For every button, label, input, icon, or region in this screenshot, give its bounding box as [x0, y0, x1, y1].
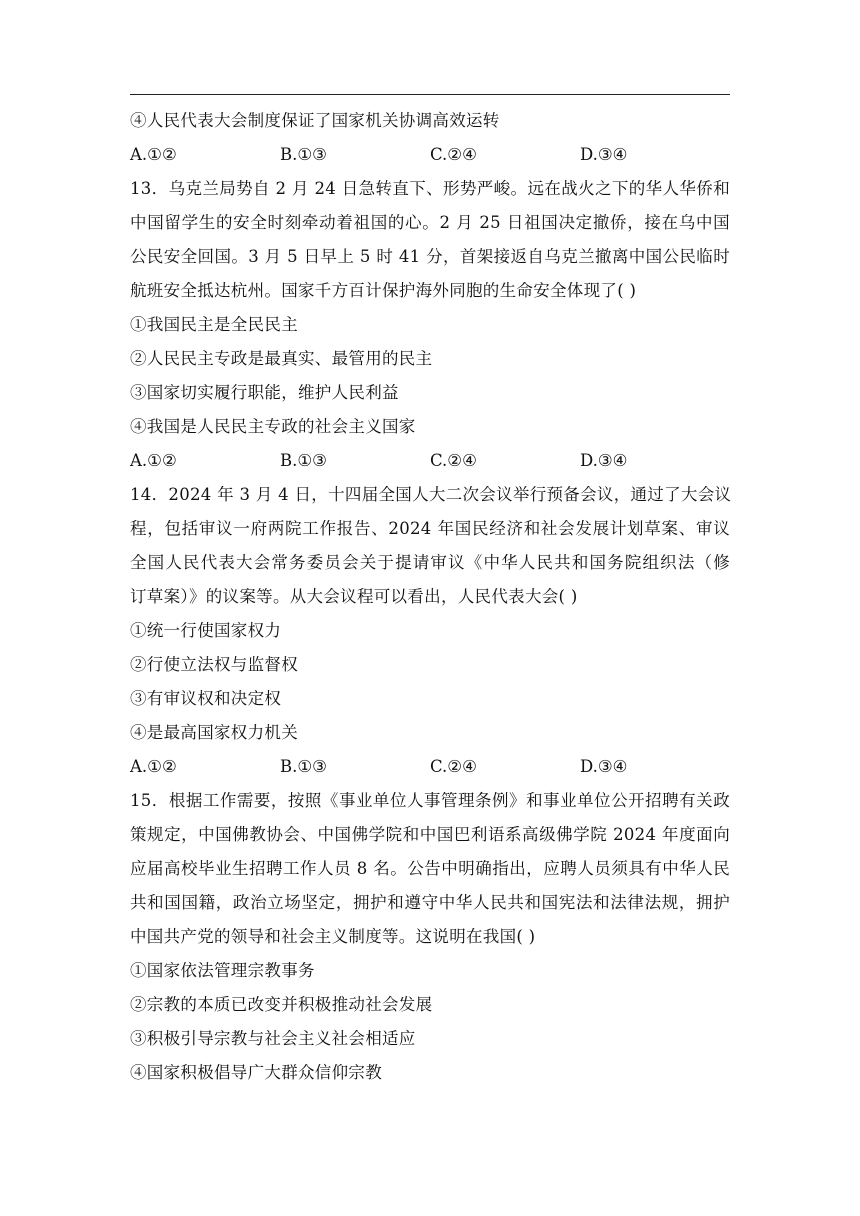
stem-line: 13．乌克兰局势自 2 月 24 日急转直下、形势严峻。远在战火之下的华人华侨和	[130, 179, 730, 198]
option-c[interactable]: C.②④	[430, 451, 477, 470]
option-b[interactable]: B.①③	[280, 757, 327, 776]
stem-line: 全国人民代表大会常务委员会关于提请审议《中华人民共和国务院组织法（修	[130, 553, 730, 572]
statement: ①国家依法管理宗教事务	[130, 961, 315, 980]
stem-line: 公民安全回国。3 月 5 日早上 5 时 41 分，首架接返自乌克兰撤离中国公民临时	[130, 247, 730, 266]
statement: ①统一行使国家权力	[130, 621, 282, 640]
option-b[interactable]: B.①③	[280, 145, 327, 164]
statement: ③积极引导宗教与社会主义社会相适应	[130, 1029, 416, 1048]
stem-line: 中国共产党的领导和社会主义制度等。这说明在我国( )	[130, 927, 536, 946]
statement: ①我国民主是全民民主	[130, 315, 298, 334]
statement: ②人民民主专政是最真实、最管用的民主	[130, 349, 433, 368]
header-rule	[130, 94, 730, 95]
statement: ②行使立法权与监督权	[130, 655, 298, 674]
exam-page	[130, 104, 730, 1090]
statement: ②宗教的本质已改变并积极推动社会发展	[130, 995, 433, 1014]
statement: ④国家积极倡导广大群众信仰宗教	[130, 1063, 382, 1082]
statement: ③国家切实履行职能，维护人民利益	[130, 383, 399, 402]
question-15-stem	[130, 784, 730, 954]
stem-line: 策规定，中国佛教协会、中国佛学院和中国巴利语系高级佛学院 2024 年度面向	[130, 825, 730, 844]
stem-line: 程，包括审议一府两院工作报告、2024 年国民经济和社会发展计划草案、审议	[130, 519, 730, 538]
statement: ④我国是人民民主专政的社会主义国家	[130, 417, 416, 436]
statement: ④人民代表大会制度保证了国家机关协调高效运转	[130, 111, 500, 130]
answer-options	[130, 444, 730, 478]
question-13-stem	[130, 172, 730, 308]
option-d[interactable]: D.③④	[580, 451, 628, 470]
stem-line: 应届高校毕业生招聘工作人员 8 名。公告中明确指出，应聘人员须具有中华人民	[130, 859, 730, 878]
option-a[interactable]: A.①②	[130, 145, 177, 164]
option-b[interactable]: B.①③	[280, 451, 327, 470]
stem-line: 共和国国籍，政治立场坚定，拥护和遵守中华人民共和国宪法和法律法规，拥护	[130, 893, 730, 912]
option-a[interactable]: A.①②	[130, 451, 177, 470]
stem-line: 15．根据工作需要，按照《事业单位人事管理条例》和事业单位公开招聘有关政	[130, 791, 730, 810]
statement: ③有审议权和决定权	[130, 689, 282, 708]
stem-line: 中国留学生的安全时刻牵动着祖国的心。2 月 25 日祖国决定撤侨，接在乌中国	[130, 213, 730, 232]
option-c[interactable]: C.②④	[430, 757, 477, 776]
option-d[interactable]: D.③④	[580, 145, 628, 164]
question-14-stem	[130, 478, 730, 614]
answer-options	[130, 750, 730, 784]
stem-line: 航班安全抵达杭州。国家千方百计保护海外同胞的生命安全体现了( )	[130, 281, 637, 300]
option-d[interactable]: D.③④	[580, 757, 628, 776]
option-a[interactable]: A.①②	[130, 757, 177, 776]
stem-line: 订草案）》的议案等。从大会议程可以看出，人民代表大会( )	[130, 587, 578, 606]
option-c[interactable]: C.②④	[430, 145, 477, 164]
stem-line: 14．2024 年 3 月 4 日，十四届全国人大二次会议举行预备会议，通过了大会议	[130, 485, 732, 504]
statement: ④是最高国家权力机关	[130, 723, 298, 742]
answer-options	[130, 138, 730, 172]
